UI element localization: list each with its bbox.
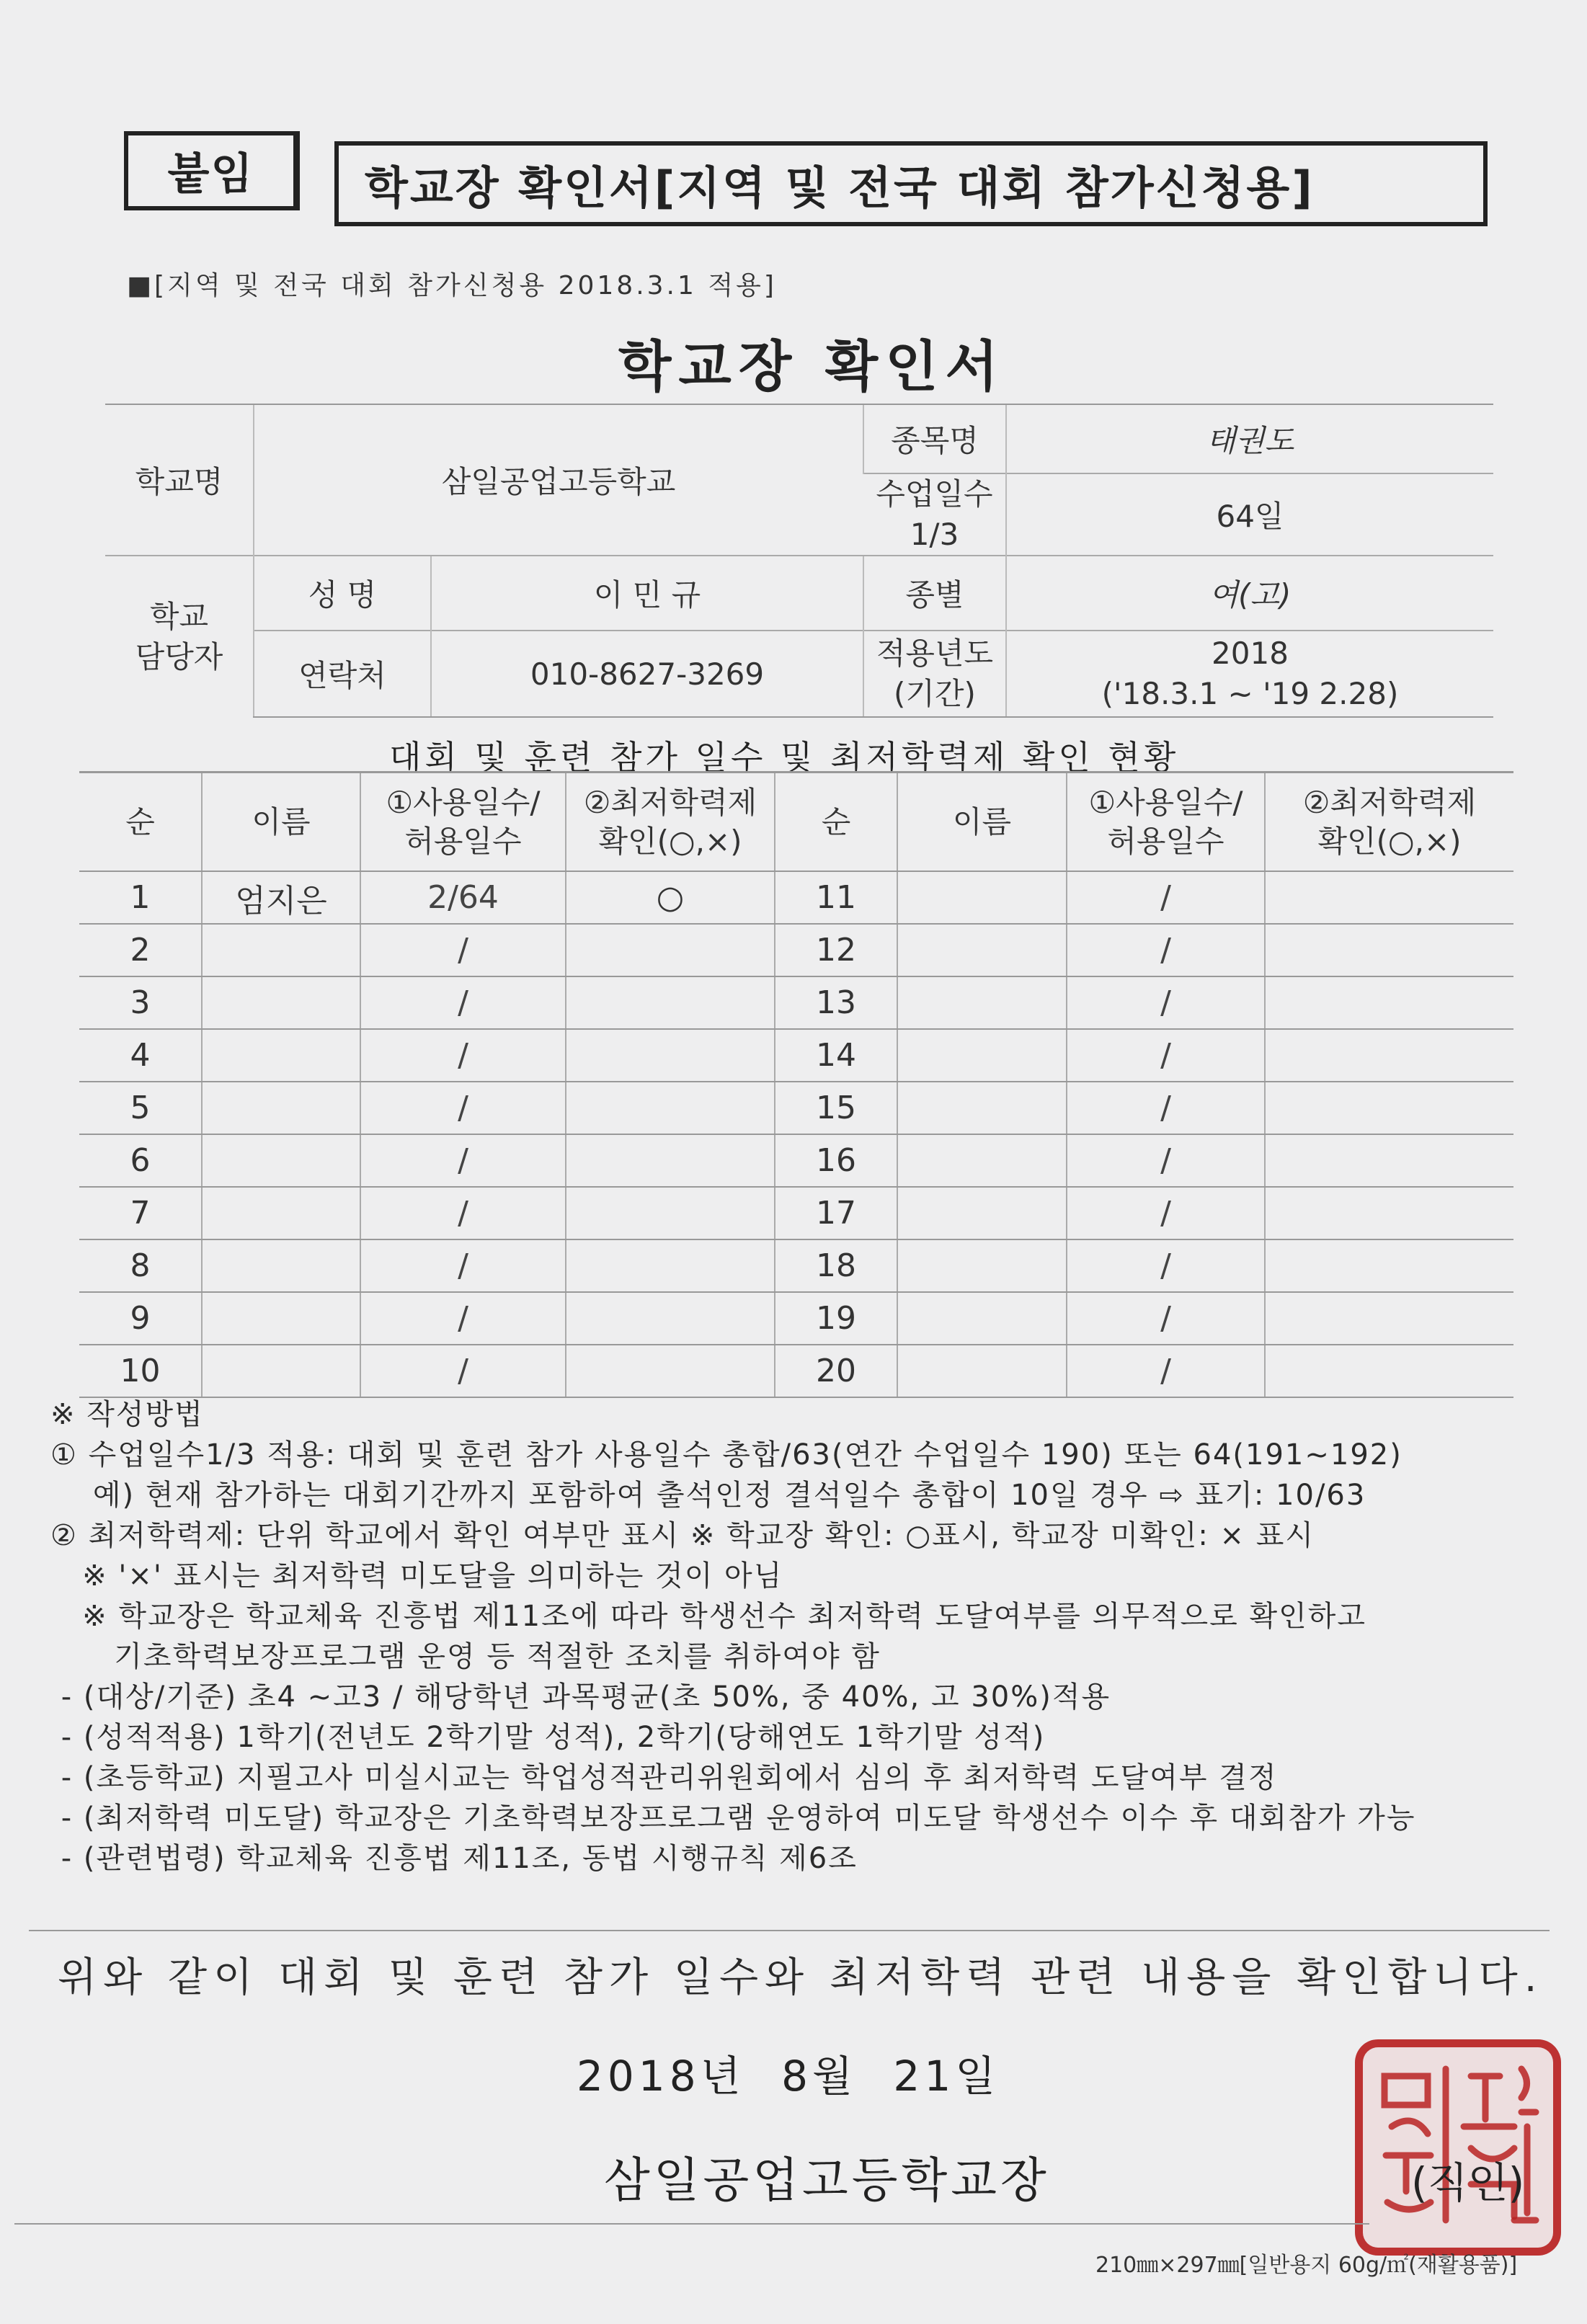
student-name — [897, 1134, 1067, 1187]
row-number: 2 — [79, 924, 202, 976]
seal-label: (직인) — [1411, 2158, 1525, 2207]
row-number: 9 — [79, 1292, 202, 1345]
student-name — [897, 871, 1067, 924]
applied-year-value: 2018 ('18.3.1 ~ '19 2.28) — [1006, 631, 1493, 717]
participation-status-table — [79, 771, 1513, 1398]
used-days: / — [1067, 1239, 1265, 1292]
used-days: / — [360, 1134, 566, 1187]
row-number: 8 — [79, 1239, 202, 1292]
manager-name-label: 성 명 — [254, 556, 431, 631]
status-row — [79, 924, 1513, 976]
class-days-value: 64일 — [1006, 473, 1493, 556]
row-number: 11 — [775, 871, 897, 924]
row-number: 6 — [79, 1134, 202, 1187]
instruction-line: - (최저학력 미도달) 학교장은 기초학력보장프로그램 운영하여 미도달 학생선수 이수 후 대회참가 가능 — [50, 1802, 1416, 1835]
student-name — [202, 976, 360, 1029]
instruction-line: ② 최저학력제: 단위 학교에서 확인 여부만 표시 ※ 학교장 확인: ○표시, 학교장 미확인: × 표시 — [50, 1519, 1315, 1552]
row-number: 16 — [775, 1134, 897, 1187]
attachment-label: 붙임 — [124, 131, 300, 210]
instruction-line: ※ 학교장은 학교체육 진흥법 제11조에 따라 학생선수 최저학력 도달여부를 의무적으로 확인하고 — [50, 1600, 1367, 1633]
student-name — [202, 1082, 360, 1134]
min-academic-check — [1265, 924, 1513, 976]
min-academic-check — [566, 1082, 775, 1134]
status-row — [79, 1345, 1513, 1397]
min-academic-check — [566, 1239, 775, 1292]
row-number: 10 — [79, 1345, 202, 1397]
header-min-academic: ②최저학력제 확인(○,×) — [1265, 773, 1513, 872]
student-name — [897, 1292, 1067, 1345]
status-row — [79, 1187, 1513, 1239]
min-academic-check — [1265, 1029, 1513, 1082]
used-days: / — [360, 1187, 566, 1239]
status-row — [79, 1292, 1513, 1345]
sport-value: 태권도 — [1006, 404, 1493, 473]
min-academic-check — [1265, 976, 1513, 1029]
min-academic-check — [1265, 1187, 1513, 1239]
status-row — [79, 1082, 1513, 1134]
min-academic-check: ○ — [566, 871, 775, 924]
divider — [14, 2223, 1369, 2225]
used-days: / — [360, 1082, 566, 1134]
gender-label: 종별 — [863, 556, 1006, 631]
min-academic-check — [1265, 871, 1513, 924]
confirmation-date: 2018년 8월 21일 — [577, 2052, 1000, 2101]
principal-name: 삼일공업고등학교장 — [604, 2152, 1050, 2208]
student-name — [897, 1082, 1067, 1134]
status-row — [79, 1239, 1513, 1292]
header-name: 이름 — [897, 773, 1067, 872]
applied-year-label: 적용년도 (기간) — [863, 631, 1006, 717]
status-row — [79, 1134, 1513, 1187]
status-row — [79, 871, 1513, 924]
student-name — [202, 1345, 360, 1397]
gender-value: 여(고) — [1006, 556, 1493, 631]
used-days: / — [1067, 1134, 1265, 1187]
student-name — [897, 924, 1067, 976]
header-days: ①사용일수/ 허용일수 — [360, 773, 566, 872]
student-name — [202, 1292, 360, 1345]
header-min-academic: ②최저학력제 확인(○,×) — [566, 773, 775, 872]
student-name — [897, 1239, 1067, 1292]
school-name-label: 학교명 — [105, 404, 254, 556]
row-number: 19 — [775, 1292, 897, 1345]
instruction-line: ① 수업일수1/3 적용: 대회 및 훈련 참가 사용일수 총합/63(연간 수업일수 190) 또는 64(191~192) — [50, 1438, 1402, 1472]
row-number: 14 — [775, 1029, 897, 1082]
confirmation-text: 위와 같이 대회 및 훈련 참가 일수와 최저학력 관련 내용을 확인합니다. — [58, 1954, 1544, 2001]
school-name: 삼일공업고등학교 — [254, 404, 863, 556]
student-name — [202, 1187, 360, 1239]
student-name — [897, 976, 1067, 1029]
header-no: 순 — [79, 773, 202, 872]
status-row — [79, 976, 1513, 1029]
header-days: ①사용일수/ 허용일수 — [1067, 773, 1265, 872]
min-academic-check — [566, 1187, 775, 1239]
student-name — [897, 1029, 1067, 1082]
min-academic-check — [566, 1345, 775, 1397]
row-number: 13 — [775, 976, 897, 1029]
used-days: / — [360, 1292, 566, 1345]
used-days: / — [360, 1239, 566, 1292]
instruction-line: 예) 현재 참가하는 대회기간까지 포함하여 출석인정 결석일수 총합이 10일 경우 ⇨ 표기: 10/63 — [50, 1479, 1366, 1512]
row-number: 20 — [775, 1345, 897, 1397]
used-days: 2/64 — [360, 871, 566, 924]
student-name — [202, 924, 360, 976]
status-row — [79, 1029, 1513, 1082]
used-days: / — [360, 1345, 566, 1397]
min-academic-check — [566, 924, 775, 976]
student-name — [202, 1134, 360, 1187]
student-name — [202, 1239, 360, 1292]
used-days: / — [360, 976, 566, 1029]
min-academic-check — [566, 976, 775, 1029]
divider — [29, 1930, 1550, 1931]
instruction-line: - (초등학교) 지필고사 미실시교는 학업성적관리위원회에서 심의 후 최저학력 도달여부 결정 — [50, 1761, 1278, 1794]
min-academic-check — [566, 1134, 775, 1187]
used-days: / — [1067, 924, 1265, 976]
manager-label: 학교 담당자 — [105, 556, 254, 717]
manager-name: 이 민 규 — [431, 556, 863, 631]
student-name — [897, 1187, 1067, 1239]
school-info-table — [105, 404, 1493, 718]
min-academic-check — [566, 1029, 775, 1082]
instruction-line: - (관련법령) 학교체육 진흥법 제11조, 동법 시행규칙 제6조 — [50, 1842, 858, 1875]
document-header-title: 학교장 확인서[지역 및 전국 대회 참가신청용] — [334, 141, 1488, 226]
instruction-line: ※ '×' 표시는 최저학력 미도달을 의미하는 것이 아님 — [50, 1559, 783, 1593]
official-seal-stamp — [1355, 2039, 1561, 2256]
header-name: 이름 — [202, 773, 360, 872]
contact-value: 010-8627-3269 — [431, 631, 863, 717]
contact-label: 연락처 — [254, 631, 431, 717]
class-days-label: 수업일수 1/3 — [863, 473, 1006, 556]
application-note: ■[지역 및 전국 대회 참가신청용 2018.3.1 적용] — [127, 271, 777, 300]
row-number: 17 — [775, 1187, 897, 1239]
header-no: 순 — [775, 773, 897, 872]
min-academic-check — [1265, 1082, 1513, 1134]
instruction-line: - (대상/기준) 초4 ~고3 / 해당학년 과목평균(초 50%, 중 40%, 고 30%)적용 — [50, 1680, 1111, 1714]
status-title: 대회 및 훈련 참가 일수 및 최저학력제 확인 현황 — [389, 738, 1180, 777]
row-number: 4 — [79, 1029, 202, 1082]
min-academic-check — [1265, 1345, 1513, 1397]
row-number: 12 — [775, 924, 897, 976]
sport-label: 종목명 — [863, 404, 1006, 473]
used-days: / — [1067, 1345, 1265, 1397]
min-academic-check — [566, 1292, 775, 1345]
used-days: / — [360, 924, 566, 976]
used-days: / — [1067, 871, 1265, 924]
row-number: 5 — [79, 1082, 202, 1134]
paper-spec: 210㎜×297㎜[일반용지 60g/㎡(재활용품)] — [1095, 2253, 1518, 2278]
student-name — [897, 1345, 1067, 1397]
row-number: 1 — [79, 871, 202, 924]
used-days: / — [360, 1029, 566, 1082]
instructions-heading: ※ 작성방법 — [50, 1398, 204, 1431]
used-days: / — [1067, 1082, 1265, 1134]
row-number: 18 — [775, 1239, 897, 1292]
min-academic-check — [1265, 1134, 1513, 1187]
writing-instructions — [50, 1394, 1550, 1879]
min-academic-check — [1265, 1292, 1513, 1345]
instruction-line: 기초학력보장프로그램 운영 등 적절한 조치를 취하여야 함 — [50, 1640, 881, 1673]
used-days: / — [1067, 1029, 1265, 1082]
row-number: 7 — [79, 1187, 202, 1239]
used-days: / — [1067, 1292, 1265, 1345]
row-number: 15 — [775, 1082, 897, 1134]
instruction-line: - (성적적용) 1학기(전년도 2학기말 성적), 2학기(당해연도 1학기말 성적) — [50, 1721, 1046, 1754]
used-days: / — [1067, 976, 1265, 1029]
student-name: 엄지은 — [202, 871, 360, 924]
min-academic-check — [1265, 1239, 1513, 1292]
row-number: 3 — [79, 976, 202, 1029]
document-title: 학교장 확인서 — [618, 334, 1005, 399]
used-days: / — [1067, 1187, 1265, 1239]
student-name — [202, 1029, 360, 1082]
